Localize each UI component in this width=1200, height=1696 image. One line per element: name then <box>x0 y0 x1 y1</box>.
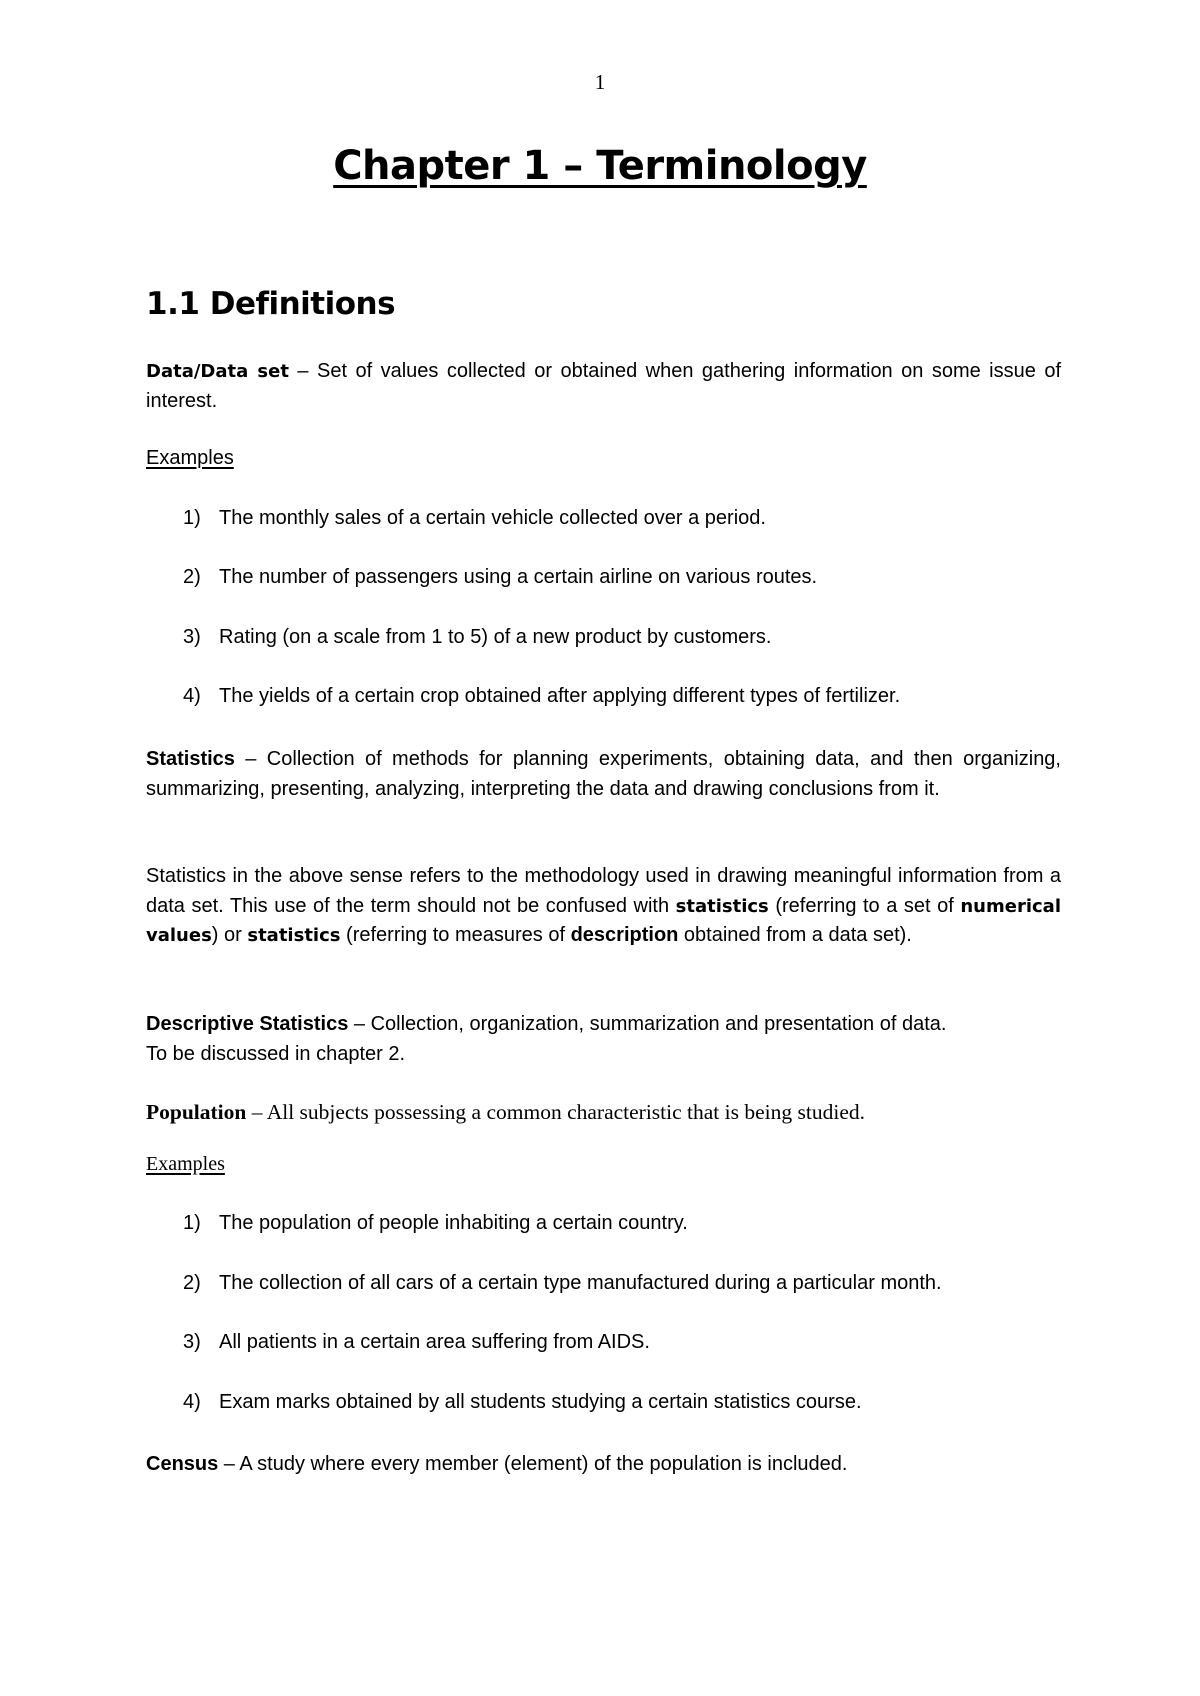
note-text: (referring to measures of <box>340 924 571 946</box>
list-item-text: Exam marks obtained by all students studying a certain statistics course. <box>219 1391 862 1413</box>
statistics-note <box>146 862 1061 951</box>
examples-label: Examples <box>146 447 234 469</box>
data-definition-text: – Set of values collected or obtained when gathering information on some issue of interest. <box>146 360 1062 412</box>
census-definition-text: – A study where every member (element) of the population is included. <box>218 1453 848 1475</box>
list-item-text: All patients in a certain area suffering from AIDS. <box>219 1331 650 1353</box>
population-definition-text: – All subjects possessing a common characteristic that is being studied. <box>246 1100 865 1124</box>
list-item <box>183 507 766 530</box>
note-bold-term: description <box>570 924 679 946</box>
note-bold-term: statistics <box>247 925 341 946</box>
census-definition <box>146 1450 1061 1480</box>
chapter-title: Chapter 1 – Terminology <box>333 143 867 189</box>
list-item-number: 4) <box>183 685 201 707</box>
statistics-definition-text: – Collection of methods for planning experiments, obtaining data, and then organizing, summarizing, presenting, analyzing, interpreting the data and drawing conclusions from it. <box>146 748 1061 800</box>
note-text: obtained from a data set). <box>678 924 912 946</box>
list-item-number: 3) <box>183 626 201 648</box>
list-item-number: 1) <box>183 507 201 529</box>
statistics-term: Statistics <box>146 748 235 770</box>
list-item-number: 4) <box>183 1391 201 1413</box>
population-examples-label: Examples <box>146 1153 225 1175</box>
note-text: (referring to a set of <box>768 894 961 917</box>
list-item <box>183 566 817 589</box>
list-item <box>183 685 900 708</box>
note-bold-term: numerical values <box>146 895 1061 946</box>
descriptive-statistics-note: To be discussed in chapter 2. <box>146 1042 406 1065</box>
data-definition <box>146 357 1061 416</box>
note-text: ) or <box>211 924 248 946</box>
list-item-text: The yields of a certain crop obtained after applying different types of fertilizer. <box>219 685 901 707</box>
section-title: 1.1 Definitions <box>146 286 396 322</box>
list-item <box>183 1212 688 1235</box>
note-bold-term: statistics <box>675 895 769 917</box>
note-text: Statistics in the above sense refers to the methodology used in drawing meaningful information from a data set. This use of the term should not be confused with <box>146 865 1061 917</box>
population-term: Population <box>146 1100 247 1124</box>
list-item-number: 2) <box>183 1272 201 1294</box>
census-term: Census <box>146 1453 219 1475</box>
list-item-text: The collection of all cars of a certain type manufactured during a particular month. <box>219 1272 942 1294</box>
list-item-number: 3) <box>183 1331 201 1353</box>
list-item-text: Rating (on a scale from 1 to 5) of a new product by customers. <box>219 626 772 648</box>
descriptive-statistics-text: – Collection, organization, summarization and presentation of data. <box>348 1013 947 1035</box>
list-item <box>183 626 771 649</box>
list-item <box>183 1391 862 1414</box>
list-item <box>183 1272 942 1295</box>
statistics-definition <box>146 745 1061 804</box>
population-definition <box>146 1098 1061 1128</box>
descriptive-statistics-definition <box>146 1010 1061 1069</box>
descriptive-statistics-term: Descriptive Statistics <box>146 1013 349 1035</box>
list-item-number: 2) <box>183 566 201 588</box>
list-item-number: 1) <box>183 1212 201 1234</box>
page-number: 1 <box>594 70 606 94</box>
list-item-text: The population of people inhabiting a certain country. <box>219 1212 688 1234</box>
list-item-text: The number of passengers using a certain airline on various routes. <box>219 566 818 588</box>
list-item <box>183 1331 650 1354</box>
data-term: Data/Data set <box>146 361 289 382</box>
list-item-text: The monthly sales of a certain vehicle collected over a period. <box>219 507 766 529</box>
